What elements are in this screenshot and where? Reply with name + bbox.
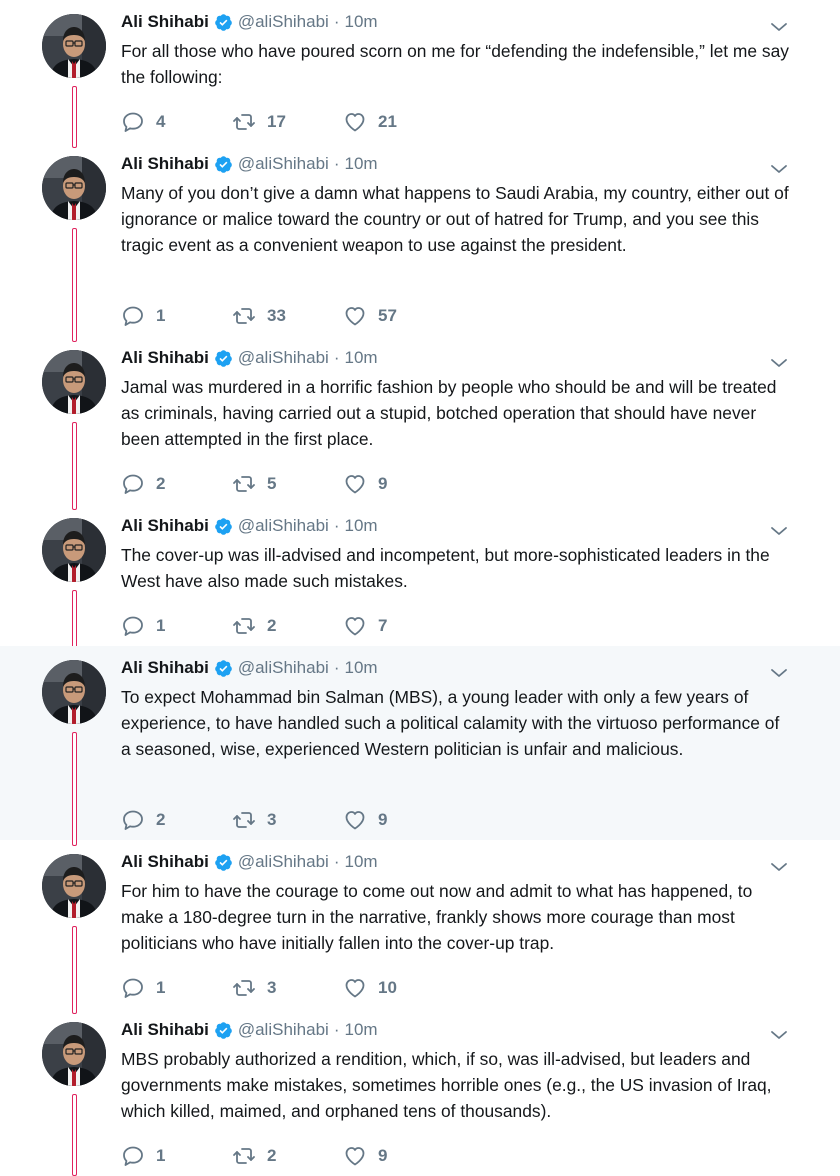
author-handle[interactable]: @aliShihabi bbox=[237, 852, 329, 871]
thread-connector-line bbox=[72, 422, 77, 510]
reply-bubble-icon bbox=[121, 614, 145, 638]
reply-button[interactable] bbox=[121, 110, 232, 134]
tweet[interactable] bbox=[0, 646, 840, 840]
retweet-arrows-icon bbox=[232, 472, 256, 496]
retweet-button[interactable] bbox=[232, 1144, 343, 1168]
tweet[interactable] bbox=[0, 0, 840, 142]
retweet-button[interactable] bbox=[232, 110, 343, 134]
reply-count: 2 bbox=[156, 810, 166, 829]
reply-button[interactable] bbox=[121, 472, 232, 496]
retweet-button[interactable] bbox=[232, 808, 343, 832]
retweet-count: 2 bbox=[267, 1146, 277, 1165]
tweet-timestamp[interactable]: 10m bbox=[344, 12, 378, 31]
tweet-text: To expect Mohammad bin Salman (MBS), a young leader with only a few years of experience, to have handled such a political calamity with the virtuoso performance of a seasoned, wise, experienced Western politician is unfair and malicious. bbox=[121, 687, 780, 759]
reply-button[interactable] bbox=[121, 614, 232, 638]
reply-bubble-icon bbox=[121, 1144, 145, 1168]
reply-button[interactable] bbox=[121, 304, 232, 328]
reply-bubble-icon bbox=[121, 472, 145, 496]
chevron-down-icon[interactable] bbox=[770, 860, 788, 872]
retweet-button[interactable] bbox=[232, 976, 343, 1000]
separator-dot: · bbox=[333, 348, 340, 367]
like-button[interactable] bbox=[343, 1144, 454, 1168]
reply-count: 1 bbox=[156, 1146, 166, 1165]
author-handle[interactable]: @aliShihabi bbox=[237, 348, 329, 367]
like-count: 9 bbox=[378, 1146, 388, 1165]
retweet-count: 2 bbox=[267, 616, 277, 635]
author-handle[interactable]: @aliShihabi bbox=[237, 12, 329, 31]
retweet-count: 5 bbox=[267, 474, 277, 493]
like-button[interactable] bbox=[343, 304, 454, 328]
avatar[interactable] bbox=[42, 14, 106, 78]
separator-dot: · bbox=[333, 154, 340, 173]
retweet-count: 3 bbox=[267, 978, 277, 997]
separator-dot: · bbox=[333, 516, 340, 535]
like-count: 21 bbox=[378, 112, 397, 131]
heart-outline-icon bbox=[343, 110, 367, 134]
thread-connector-line bbox=[72, 228, 77, 342]
chevron-down-icon[interactable] bbox=[770, 20, 788, 32]
tweet[interactable] bbox=[0, 142, 840, 336]
reply-bubble-icon bbox=[121, 976, 145, 1000]
tweet-timestamp[interactable]: 10m bbox=[344, 852, 378, 871]
tweet-actions bbox=[121, 614, 454, 638]
like-count: 10 bbox=[378, 978, 397, 997]
avatar[interactable] bbox=[42, 350, 106, 414]
tweet[interactable] bbox=[0, 504, 840, 646]
retweet-button[interactable] bbox=[232, 472, 343, 496]
tweet[interactable] bbox=[0, 336, 840, 504]
author-name[interactable]: Ali Shihabi bbox=[121, 154, 209, 173]
tweet-header bbox=[121, 852, 378, 872]
author-name[interactable]: Ali Shihabi bbox=[121, 348, 209, 367]
tweet-text: The cover-up was ill-advised and incompetent, but more-sophisticated leaders in the West have also made such mistakes. bbox=[121, 545, 770, 591]
like-button[interactable] bbox=[343, 976, 454, 1000]
tweet-header bbox=[121, 154, 378, 174]
tweet[interactable] bbox=[0, 840, 840, 1008]
avatar[interactable] bbox=[42, 156, 106, 220]
retweet-arrows-icon bbox=[232, 614, 256, 638]
heart-outline-icon bbox=[343, 472, 367, 496]
tweet-timestamp[interactable]: 10m bbox=[344, 516, 378, 535]
separator-dot: · bbox=[333, 1020, 340, 1039]
thread-connector-line bbox=[72, 86, 77, 148]
reply-bubble-icon bbox=[121, 110, 145, 134]
like-button[interactable] bbox=[343, 614, 454, 638]
thread-connector-line bbox=[72, 1094, 77, 1176]
verified-badge-icon bbox=[214, 517, 233, 536]
tweet-text: MBS probably authorized a rendition, which, if so, was ill-advised, but leaders and governments make mistakes, sometimes horrible ones (e.g., the US invasion of Iraq, which killed, maimed, and orphaned tens of thousands). bbox=[121, 1049, 772, 1121]
reply-button[interactable] bbox=[121, 976, 232, 1000]
verified-badge-icon bbox=[214, 853, 233, 872]
like-button[interactable] bbox=[343, 110, 454, 134]
avatar[interactable] bbox=[42, 854, 106, 918]
tweet-text: Jamal was murdered in a horrific fashion by people who should be and will be treated as criminals, having carried out a stupid, botched operation that should have never been attempted in the first place. bbox=[121, 377, 777, 449]
tweet-header bbox=[121, 516, 378, 536]
reply-count: 1 bbox=[156, 306, 166, 325]
verified-badge-icon bbox=[214, 13, 233, 32]
author-handle[interactable]: @aliShihabi bbox=[237, 1020, 329, 1039]
author-handle[interactable]: @aliShihabi bbox=[237, 154, 329, 173]
like-button[interactable] bbox=[343, 808, 454, 832]
reply-bubble-icon bbox=[121, 304, 145, 328]
retweet-arrows-icon bbox=[232, 976, 256, 1000]
tweet-timestamp[interactable]: 10m bbox=[344, 348, 378, 367]
like-count: 9 bbox=[378, 474, 388, 493]
retweet-arrows-icon bbox=[232, 304, 256, 328]
verified-badge-icon bbox=[214, 155, 233, 174]
tweet-text: For him to have the courage to come out now and admit to what has happened, to make a 180-degree turn in the narrative, frankly shows more courage than most politicians who have initially fallen into the cover-up trap. bbox=[121, 881, 753, 953]
verified-badge-icon bbox=[214, 659, 233, 678]
tweet[interactable] bbox=[0, 1008, 840, 1170]
reply-count: 4 bbox=[156, 112, 166, 131]
tweet-actions bbox=[121, 110, 454, 134]
tweet-header bbox=[121, 12, 378, 32]
tweet-header bbox=[121, 348, 378, 368]
separator-dot: · bbox=[333, 12, 340, 31]
tweet-timestamp[interactable]: 10m bbox=[344, 154, 378, 173]
heart-outline-icon bbox=[343, 304, 367, 328]
chevron-down-icon[interactable] bbox=[770, 1028, 788, 1040]
retweet-button[interactable] bbox=[232, 614, 343, 638]
author-name[interactable]: Ali Shihabi bbox=[121, 516, 209, 535]
reply-button[interactable] bbox=[121, 1144, 232, 1168]
like-count: 57 bbox=[378, 306, 397, 325]
chevron-down-icon[interactable] bbox=[770, 666, 788, 678]
retweet-count: 17 bbox=[267, 112, 286, 131]
heart-outline-icon bbox=[343, 808, 367, 832]
reply-button[interactable] bbox=[121, 808, 232, 832]
retweet-count: 33 bbox=[267, 306, 286, 325]
tweet-actions bbox=[121, 808, 454, 832]
tweet-timestamp[interactable]: 10m bbox=[344, 1020, 378, 1039]
separator-dot: · bbox=[333, 852, 340, 871]
like-button[interactable] bbox=[343, 472, 454, 496]
like-count: 9 bbox=[378, 810, 388, 829]
author-name[interactable]: Ali Shihabi bbox=[121, 12, 209, 31]
chevron-down-icon[interactable] bbox=[770, 356, 788, 368]
avatar[interactable] bbox=[42, 660, 106, 724]
heart-outline-icon bbox=[343, 976, 367, 1000]
separator-dot: · bbox=[333, 658, 340, 677]
tweet-text: Many of you don’t give a damn what happens to Saudi Arabia, my country, either out of ignorance or malice toward the country or out of hatred for Trump, and you see this tragic event as a convenient weapon to use against the president. bbox=[121, 183, 789, 255]
chevron-down-icon[interactable] bbox=[770, 524, 788, 536]
tweet-actions bbox=[121, 976, 454, 1000]
thread-connector-line bbox=[72, 590, 77, 652]
tweet-actions bbox=[121, 1144, 454, 1168]
avatar[interactable] bbox=[42, 518, 106, 582]
tweet-actions bbox=[121, 472, 454, 496]
author-handle[interactable]: @aliShihabi bbox=[237, 516, 329, 535]
chevron-down-icon[interactable] bbox=[770, 162, 788, 174]
heart-outline-icon bbox=[343, 1144, 367, 1168]
author-handle[interactable]: @aliShihabi bbox=[237, 658, 329, 677]
tweet-header bbox=[121, 1020, 378, 1040]
avatar[interactable] bbox=[42, 1022, 106, 1086]
verified-badge-icon bbox=[214, 349, 233, 368]
reply-bubble-icon bbox=[121, 808, 145, 832]
tweet-text: For all those who have poured scorn on me for “defending the indefensible,” let me say the following: bbox=[121, 41, 789, 87]
like-count: 7 bbox=[378, 616, 388, 635]
retweet-count: 3 bbox=[267, 810, 277, 829]
retweet-arrows-icon bbox=[232, 1144, 256, 1168]
tweet-actions bbox=[121, 304, 454, 328]
verified-badge-icon bbox=[214, 1021, 233, 1040]
author-name[interactable]: Ali Shihabi bbox=[121, 1020, 209, 1039]
reply-count: 1 bbox=[156, 616, 166, 635]
tweet-header bbox=[121, 658, 378, 678]
retweet-arrows-icon bbox=[232, 808, 256, 832]
retweet-arrows-icon bbox=[232, 110, 256, 134]
heart-outline-icon bbox=[343, 614, 367, 638]
reply-count: 2 bbox=[156, 474, 166, 493]
retweet-button[interactable] bbox=[232, 304, 343, 328]
author-name[interactable]: Ali Shihabi bbox=[121, 852, 209, 871]
author-name[interactable]: Ali Shihabi bbox=[121, 658, 209, 677]
tweet-timestamp[interactable]: 10m bbox=[344, 658, 378, 677]
thread-connector-line bbox=[72, 926, 77, 1014]
reply-count: 1 bbox=[156, 978, 166, 997]
thread-connector-line bbox=[72, 732, 77, 846]
